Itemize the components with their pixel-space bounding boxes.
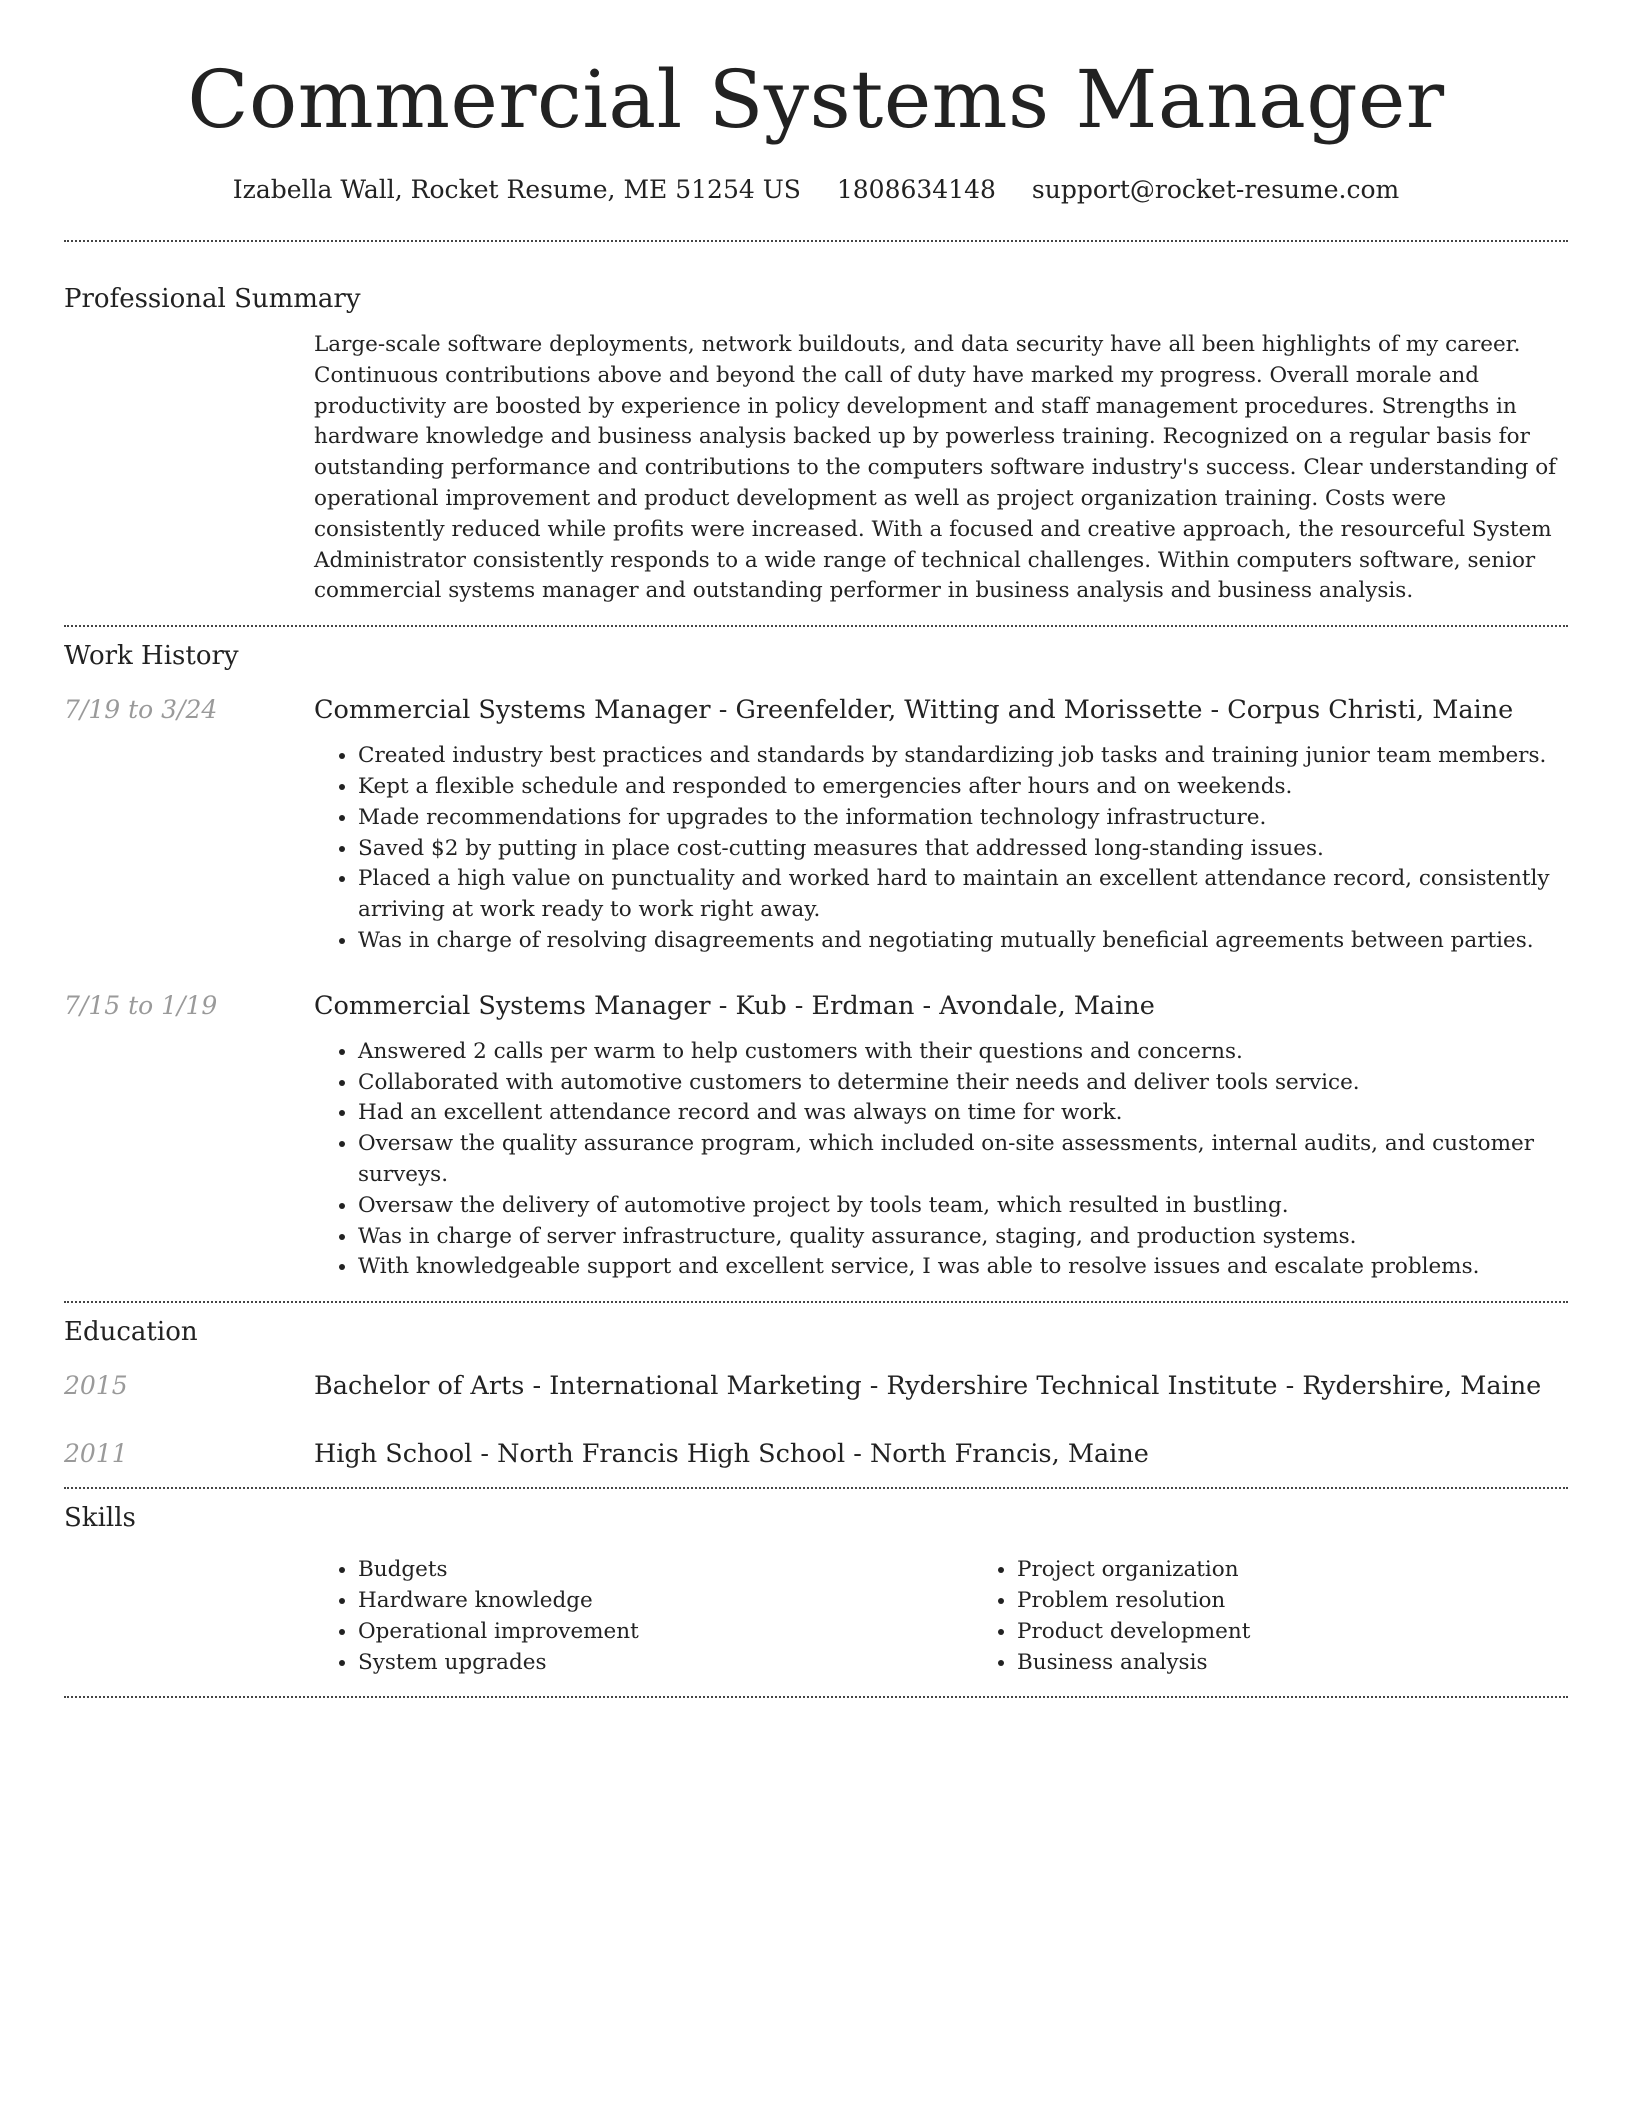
job-dates: 7/19 to 3/24 xyxy=(64,695,218,725)
skills-heading: Skills xyxy=(64,1503,136,1534)
skills-list-right xyxy=(973,1555,1632,1678)
divider xyxy=(64,625,1568,627)
list-item: • Had an excellent attendance record and was always on time for work. xyxy=(358,1098,1568,1129)
education-entry xyxy=(64,1369,1568,1403)
list-item: • Hardware knowledge xyxy=(358,1586,973,1617)
education-degree: Bachelor of Arts - International Marketing xyxy=(314,1371,862,1402)
divider xyxy=(64,1301,1568,1303)
list-item: • Project organization xyxy=(1017,1555,1632,1586)
list-item: • Budgets xyxy=(358,1555,973,1586)
summary-text: Large-scale software deployments, network buildouts, and data security have all been highlights of my career. Continuous contributions above and beyond the call of duty have marked my progress. Overall morale and productivity are boosted by experience in policy development and staff management procedures. Strengths in hardware knowledge and business analysis backed up by powerless training. Recognized on a regular basis for outstanding performance and contributions to the computers software industry's success. Clear understanding of operational improvement and product development as well as project organization training. Costs were consistently reduced while profits were increased. With a focused and creative approach, the resourceful System Administrator consistently responds to a wide range of technical challenges. Within computers software, senior commercial systems manager and outstanding performer in business analysis and business analysis. xyxy=(314,332,1557,604)
list-item: • Operational improvement xyxy=(358,1617,973,1648)
list-item: • Product development xyxy=(1017,1617,1632,1648)
list-item: • Oversaw the delivery of automotive project by tools team, which resulted in bustling. xyxy=(358,1191,1568,1222)
contact-phone: 1808634148 xyxy=(836,175,996,204)
job-entry xyxy=(64,693,1568,957)
list-item: • Kept a flexible schedule and responded to emergencies after hours and on weekends. xyxy=(358,772,1568,803)
education-heading: Education xyxy=(64,1317,198,1348)
summary-heading: Professional Summary xyxy=(64,284,361,314)
divider xyxy=(64,1487,1568,1489)
resume-page xyxy=(64,0,1568,1698)
list-item: • Oversaw the quality assurance program, which included on-site assessments, internal audits, and customer surveys. xyxy=(358,1129,1568,1191)
list-item: • Saved $2 by putting in place cost-cutting measures that addressed long-standing issues. xyxy=(358,834,1568,865)
list-item: • Was in charge of resolving disagreements and negotiating mutually beneficial agreements between parties. xyxy=(358,926,1568,957)
contact-line xyxy=(64,174,1568,206)
list-item: • Answered 2 calls per warm to help customers with their questions and concerns. xyxy=(358,1037,1568,1068)
contact-email: support@rocket-resume.com xyxy=(1031,175,1400,204)
list-item: • Made recommendations for upgrades to the information technology infrastructure. xyxy=(358,803,1568,834)
education-year: 2011 xyxy=(64,1439,128,1469)
job-bullets xyxy=(314,1037,1568,1283)
work-history-heading: Work History xyxy=(64,641,239,672)
list-item: • Problem resolution xyxy=(1017,1586,1632,1617)
job-bullets xyxy=(314,741,1568,957)
contact-address: Izabella Wall, Rocket Resume, ME 51254 US xyxy=(232,175,801,204)
divider xyxy=(64,240,1568,242)
list-item: • Placed a high value on punctuality and worked hard to maintain an excellent attendance record, consistently arriving at work ready to work right away. xyxy=(358,864,1568,926)
education-section xyxy=(64,1315,1568,1471)
skills-section xyxy=(64,1501,1568,1678)
education-entry xyxy=(64,1437,1568,1471)
list-item: • With knowledgeable support and excellent service, I was able to resolve issues and escalate problems. xyxy=(358,1252,1568,1283)
job-dates: 7/15 to 1/19 xyxy=(64,990,218,1020)
summary-section xyxy=(64,282,1568,607)
job-entry xyxy=(64,989,1568,1283)
skills-list-left xyxy=(314,1555,973,1678)
work-history-section xyxy=(64,639,1568,1283)
education-school: - North Francis High School - North Francis, Maine xyxy=(472,1439,1149,1470)
resume-title: Commercial Systems Manager xyxy=(187,53,1445,146)
divider xyxy=(64,1696,1568,1698)
job-title: Commercial Systems Manager - Kub - Erdman - Avondale, Maine xyxy=(314,990,1155,1021)
list-item: • Created industry best practices and standards by standardizing job tasks and training junior team members. xyxy=(358,741,1568,772)
list-item: • Was in charge of server infrastructure, quality assurance, staging, and production systems. xyxy=(358,1222,1568,1253)
list-item: • Collaborated with automotive customers to determine their needs and deliver tools service. xyxy=(358,1068,1568,1099)
list-item: • Business analysis xyxy=(1017,1648,1632,1679)
education-year: 2015 xyxy=(64,1371,128,1401)
job-title: Commercial Systems Manager - Greenfelder, Witting and Morissette - Corpus Christi, Maine xyxy=(314,695,1514,726)
education-school: - Rydershire Technical Institute - Rydershire, Maine xyxy=(861,1371,1542,1402)
education-degree: High School xyxy=(314,1439,473,1470)
list-item: • System upgrades xyxy=(358,1648,973,1679)
